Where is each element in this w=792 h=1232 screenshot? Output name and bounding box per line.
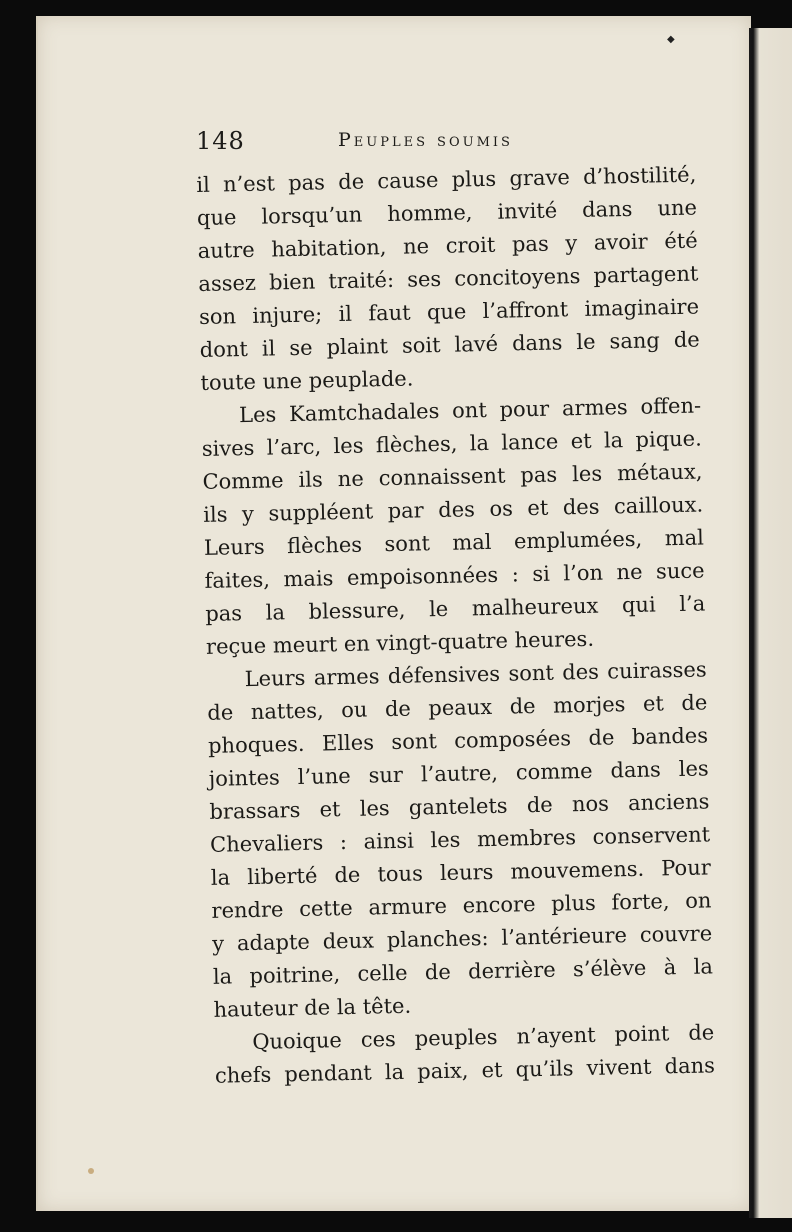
text-line: pas la blessure, le malheureux qui l’a <box>205 591 706 626</box>
text-line: brassars et les gantelets de nos anciens <box>209 789 710 824</box>
text-line: autre habitation, ne croit pas y avoir été <box>197 228 698 263</box>
text-line: dont il se plaint soit lavé dans le sang de <box>199 327 700 362</box>
text-line: Comme ils ne connaissent pas les métaux, <box>202 459 703 494</box>
text-line: Leurs flèches sont mal emplumées, mal <box>203 525 705 560</box>
text-line: ils y suppléent par des os et des cailloux. <box>202 492 704 527</box>
text-line: il n’est pas de cause plus grave d’hostilité, <box>196 162 697 197</box>
text-line: son injure; il faut que l’affront imaginaire <box>198 294 700 329</box>
printer-mark-icon: ◆ <box>667 34 675 45</box>
body-text <box>196 159 715 1093</box>
text-line: hauteur de la tête. <box>213 993 412 1022</box>
text-line: la poitrine, celle de derrière s’élève à la <box>212 954 714 989</box>
text-line: rendre cette armure encore plus forte, on <box>211 888 712 923</box>
text-line: la liberté de tous leurs mouvemens. Pour <box>210 855 711 890</box>
text-line: sives l’arc, les flèches, la lance et la pique. <box>201 426 703 461</box>
paper-speck <box>88 1168 94 1174</box>
text-line: Leurs armes défensives sont des cuirasses <box>244 657 707 692</box>
text-line: de nattes, ou de peaux de morjes et de <box>207 690 708 725</box>
text-line: chefs pendant la paix, et qu’ils vivent dans <box>214 1053 716 1088</box>
text-line: toute une peuplade. <box>200 366 414 395</box>
text-line: assez bien traité: ses concitoyens partagent <box>198 261 699 296</box>
text-line: Les Kamtchadales ont pour armes offen- <box>238 393 702 428</box>
text-line: faites, mais empoisonnées : si l’on ne suce <box>204 558 705 593</box>
facing-page-edge <box>749 28 792 1218</box>
text-line: reçue meurt en vingt-quatre heures. <box>205 626 595 659</box>
text-line: y adapte deux planches: l’antérieure couvre <box>211 921 713 956</box>
page-number: 148 <box>196 127 245 155</box>
running-title: Peuples soumis <box>338 129 513 151</box>
text-line: que lorsqu’un homme, invité dans une <box>196 195 698 230</box>
text-line: Chevaliers : ainsi les membres conservent <box>209 822 711 857</box>
text-line: jointes l’une sur l’autre, comme dans les <box>208 756 709 791</box>
text-line: Quoique ces peuples n’ayent point de <box>252 1020 715 1055</box>
page-header <box>158 117 658 157</box>
text-line: phoques. Elles sont composées de bandes <box>207 723 709 758</box>
